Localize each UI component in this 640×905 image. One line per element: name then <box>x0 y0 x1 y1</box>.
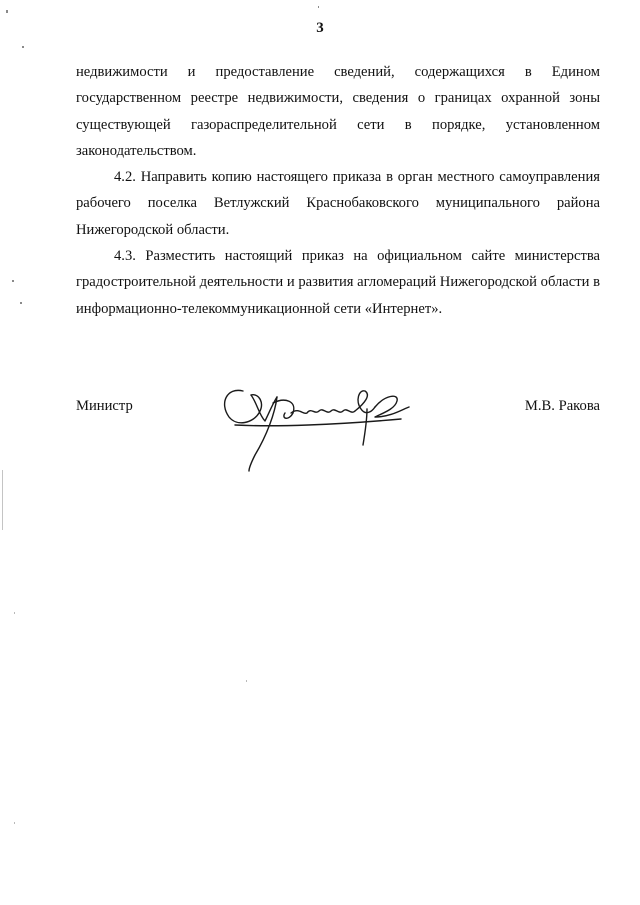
scan-artifact <box>318 6 319 8</box>
scan-artifact <box>246 680 247 682</box>
scan-artifact <box>14 822 15 824</box>
scan-artifact <box>12 280 14 282</box>
paragraph-4-2: 4.2. Направить копию настоящего приказа в орган местного самоуправления рабочего поселка Ветлужский Краснобаковского муниципального района Нижегородской области. <box>76 169 600 238</box>
scan-artifact <box>22 46 24 48</box>
paragraph-4-3: 4.3. Разместить настоящий приказ на официальном сайте министерства градостроительной деятельности и развития агломераций Нижегородской области в информационно-телекоммуникационной сети «Интернет». <box>76 248 600 317</box>
scan-artifact <box>14 612 15 614</box>
scan-artifact <box>6 10 8 13</box>
signatory-name: М.В. Ракова <box>524 398 600 414</box>
page-number: 3 <box>316 20 324 36</box>
document-body <box>76 59 600 322</box>
signatory-title: Министр <box>76 398 133 414</box>
scan-artifact <box>20 302 22 304</box>
paragraph-continuation: недвижимости и предоставление сведений, содержащихся в Едином государственном реестре недвижимости, сведения о границах охранной зоны существующей газораспределительной сети в порядке, установленном законодательством. <box>76 64 600 159</box>
handwritten-signature <box>215 373 415 478</box>
scan-artifact <box>2 470 3 530</box>
